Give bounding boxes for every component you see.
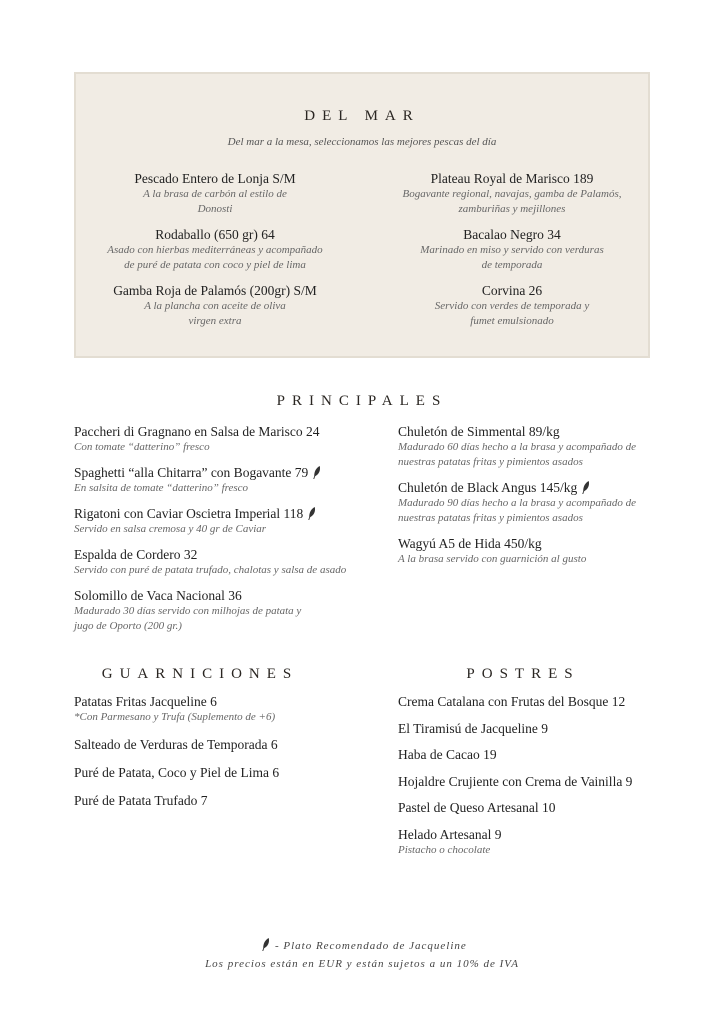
menu-item-name	[398, 693, 678, 710]
menu-item-description: En salsita de tomate “datterino” fresco	[74, 482, 249, 494]
menu-item-name-text: Patatas Fritas Jacqueline 6	[74, 694, 217, 709]
menu-item	[74, 693, 354, 725]
menu-item	[398, 720, 678, 737]
menu-item-name-text: El Tiramisú de Jacqueline 9	[398, 720, 548, 736]
menu-item	[398, 535, 668, 567]
menu-item	[74, 505, 374, 537]
menu-item-name-text: Espalda de Cordero 32	[74, 547, 198, 562]
menu-item-description: Bogavante regional, navajas, gamba de Palamós,	[402, 188, 622, 200]
menu-item	[74, 546, 374, 578]
menu-item	[86, 282, 344, 329]
del-mar-title: DEL MAR	[304, 108, 420, 124]
menu-item-name-text: Wagyú A5 de Hida 450/kg	[398, 536, 542, 551]
menu-item-name	[86, 170, 344, 187]
menu-item-name	[74, 423, 374, 440]
menu-item	[74, 464, 374, 496]
menu-item-name-text: Crema Catalana con Frutas del Bosque 12	[398, 694, 626, 709]
menu-item	[398, 693, 678, 710]
menu-item-description: A la brasa servido con guarnición al gusto	[398, 553, 587, 565]
menu-item-name-text: Corvina 26	[481, 283, 543, 298]
menu-item-name-text: Gamba Roja de Palamós (200gr) S/M	[113, 283, 317, 298]
menu-item-name	[74, 792, 354, 809]
menu-item-name-text: Haba de Cacao 19	[398, 747, 497, 762]
feather-icon	[261, 938, 271, 951]
menu-item-name-text: Chuletón de Black Angus 145/kg	[398, 480, 578, 495]
guarniciones-list	[74, 693, 354, 820]
menu-item-description: Con tomate “datterino” fresco	[74, 441, 210, 453]
menu-item	[74, 792, 354, 809]
menu-item-name	[74, 464, 374, 481]
menu-item	[398, 826, 678, 858]
menu-item-name-text: Hojaldre Crujiente con Crema de Vainilla 9	[398, 773, 633, 789]
menu-item-name	[382, 226, 642, 243]
menu-item	[398, 479, 668, 526]
menu-item	[382, 170, 642, 217]
menu-item	[74, 736, 354, 753]
menu-item-description: Servido con verdes de temporada y	[434, 300, 590, 312]
postres-title: POSTRES	[466, 666, 580, 682]
feather-icon	[312, 466, 322, 479]
menu-item-description: Madurado 30 días servido con milhojas de patata y	[74, 605, 302, 617]
menu-item	[86, 170, 344, 217]
menu-item-name-text: Paccheri di Gragnano en Salsa de Marisco 24	[74, 424, 320, 439]
menu-item-name-text: Helado Artesanal 9	[398, 826, 502, 842]
price-note: Los precios están en EUR y están sujetos a un 10% de IVA	[205, 958, 519, 970]
menu-item-name-text: Puré de Patata Trufado 7	[74, 793, 208, 808]
menu-item-name	[398, 423, 668, 440]
principales-right-column	[398, 423, 668, 576]
menu-item	[398, 773, 678, 790]
menu-item-name-text: Spaghetti “alla Chitarra” con Bogavante 79	[74, 465, 309, 480]
menu-item	[86, 226, 344, 273]
menu-item-name	[74, 587, 374, 604]
menu-item-description: de temporada	[481, 259, 543, 271]
menu-item-name	[74, 764, 354, 781]
menu-item-description: zamburiñas y mejillones	[458, 203, 566, 215]
menu-item-name	[398, 720, 678, 737]
menu-item-name	[74, 736, 354, 753]
menu-item	[382, 226, 642, 273]
menu-item	[398, 799, 678, 816]
menu-item-name-text: Pastel de Queso Artesanal 10	[398, 800, 556, 815]
menu-item-name	[74, 693, 354, 710]
menu-item-description: Pistacho o chocolate	[398, 843, 491, 856]
menu-item-name-text: Plateau Royal de Marisco 189	[430, 171, 594, 186]
menu-item	[398, 746, 678, 763]
recommended-legend	[0, 938, 724, 952]
menu-item-name-text: Rigatoni con Caviar Oscietra Imperial 118	[74, 506, 304, 521]
menu-item-description: *Con Parmesano y Trufa (Suplemento de +6)	[74, 711, 276, 723]
menu-item-description: nuestras patatas fritas y pimientos asados	[398, 456, 583, 468]
menu-item-description: Asado con hierbas mediterráneas y acompañado	[107, 244, 323, 256]
menu-item-description: A la plancha con aceite de oliva	[144, 300, 286, 312]
menu-item-name	[398, 746, 678, 763]
menu-item-description: de puré de patata con coco y piel de lima	[124, 259, 306, 271]
menu-item-description: Servido con puré de patata trufado, chalotas y salsa de asado	[74, 564, 347, 576]
menu-item-description: virgen extra	[188, 315, 242, 327]
feather-icon	[581, 481, 591, 494]
menu-item-name	[382, 170, 642, 187]
menu-item-description: fumet emulsionado	[470, 315, 554, 327]
menu-item-name-text: Rodaballo (650 gr) 64	[155, 227, 275, 242]
menu-item-name	[382, 282, 642, 299]
menu-item-name	[398, 799, 678, 816]
menu-item-name-text: Bacalao Negro 34	[463, 227, 561, 242]
del-mar-left-column	[86, 170, 344, 338]
del-mar-right-column	[382, 170, 642, 338]
menu-item	[74, 423, 374, 455]
menu-item-name	[398, 773, 678, 790]
menu-item	[74, 764, 354, 781]
menu-item-name	[398, 479, 668, 496]
menu-item-name	[398, 826, 678, 843]
del-mar-subtitle: Del mar a la mesa, seleccionamos las mejores pescas del día	[227, 136, 497, 148]
menu-item-name	[74, 505, 374, 522]
menu-item-description: Madurado 60 días hecho a la brasa y acompañado de	[398, 441, 637, 453]
menu-item	[398, 423, 668, 470]
feather-icon	[307, 507, 317, 520]
menu-item-description: jugo de Oporto (200 gr.)	[74, 620, 182, 632]
principales-left-column	[74, 423, 374, 643]
menu-item-description: nuestras patatas fritas y pimientos asados	[398, 512, 583, 524]
principales-title: PRINCIPALES	[276, 393, 448, 409]
menu-item	[382, 282, 642, 329]
menu-item-description: A la brasa de carbón al estilo de	[143, 188, 287, 200]
menu-item-name	[86, 226, 344, 243]
menu-item-name-text: Puré de Patata, Coco y Piel de Lima 6	[74, 765, 280, 780]
menu-item-description: Servido en salsa cremosa y 40 gr de Caviar	[74, 523, 267, 535]
recommended-legend-text: - Plato Recomendado de Jacqueline	[274, 940, 467, 952]
menu-item-name	[86, 282, 344, 299]
menu-item-description: Madurado 90 días hecho a la brasa y acompañado de	[398, 497, 637, 509]
menu-item-name	[74, 546, 374, 563]
menu-item-description: Marinado en miso y servido con verduras	[420, 244, 604, 256]
menu-item-name-text: Chuletón de Simmental 89/kg	[398, 424, 560, 439]
menu-item-description: Donosti	[197, 203, 233, 215]
guarniciones-title: GUARNICIONES	[101, 666, 299, 682]
menu-item-name-text: Salteado de Verduras de Temporada 6	[74, 737, 278, 752]
postres-list	[398, 693, 678, 867]
menu-item-name-text: Pescado Entero de Lonja S/M	[134, 171, 296, 186]
del-mar-section	[74, 72, 650, 358]
menu-item-name-text: Solomillo de Vaca Nacional 36	[74, 588, 242, 603]
menu-item	[74, 587, 374, 634]
menu-item-name	[398, 535, 668, 552]
